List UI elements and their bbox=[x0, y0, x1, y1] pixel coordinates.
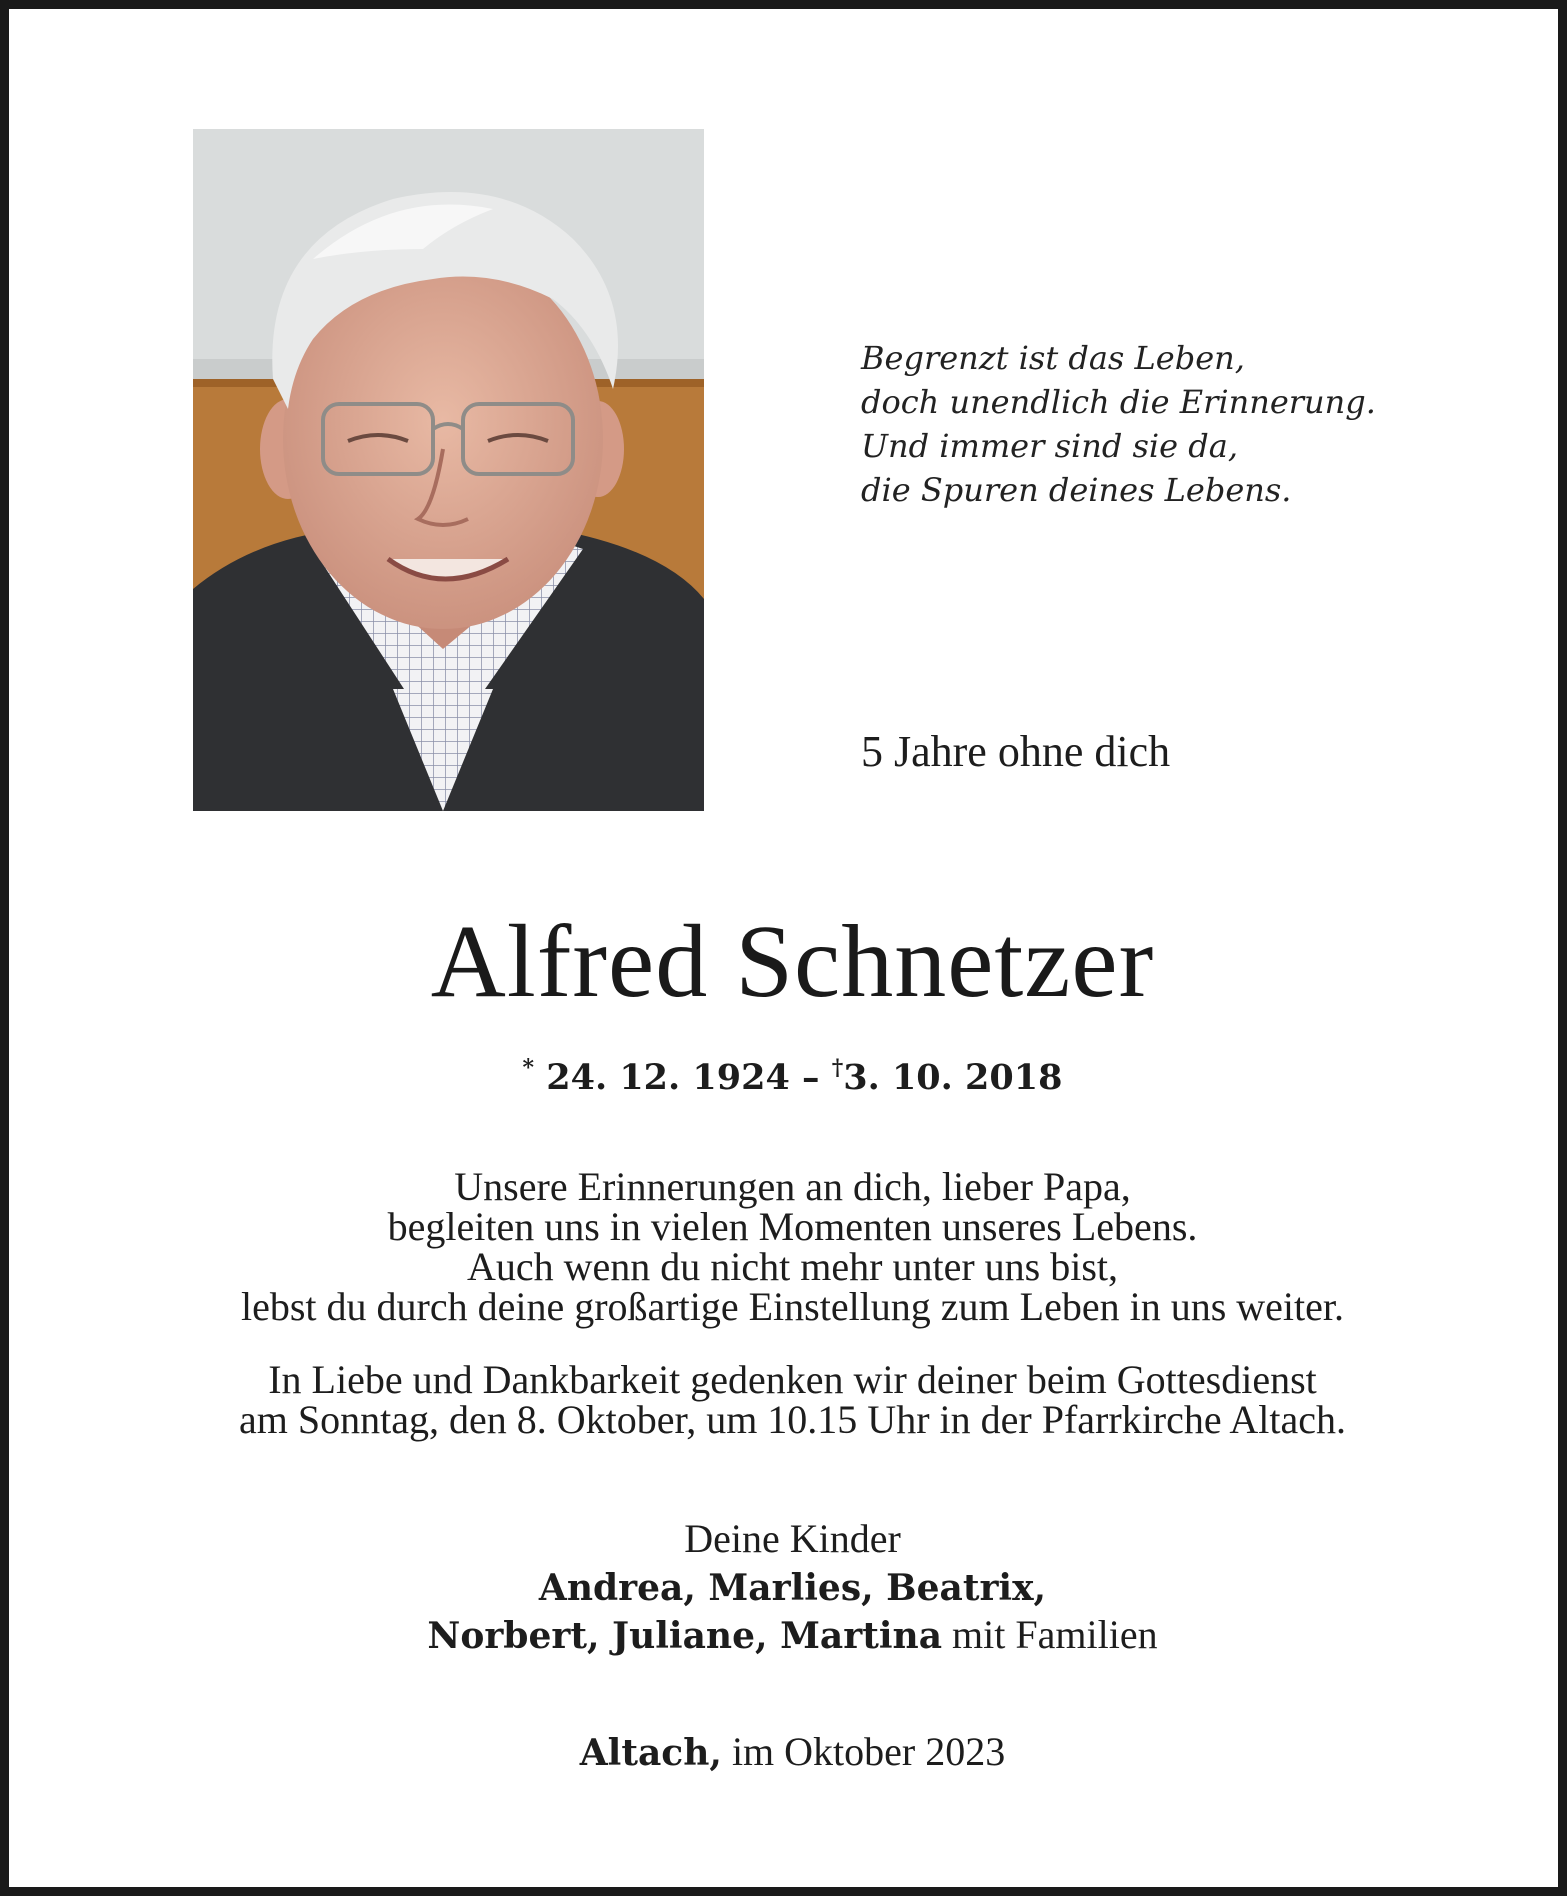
signature-names-1 bbox=[9, 1563, 1567, 1612]
portrait-photo bbox=[193, 129, 704, 811]
message-line: lebst du durch deine großartige Einstellung zum Leben in uns weiter. bbox=[240, 1284, 1345, 1329]
memorial-message bbox=[9, 1164, 1567, 1329]
signature-suffix: mit Familien bbox=[952, 1612, 1158, 1657]
portrait-image bbox=[193, 129, 704, 811]
verse-line: Begrenzt ist das Leben, bbox=[861, 339, 1245, 377]
message-line: Auch wenn du nicht mehr unter uns bist, bbox=[467, 1244, 1118, 1289]
birth-symbol: * bbox=[522, 1055, 535, 1081]
death-symbol: † bbox=[831, 1055, 844, 1081]
death-date: 3. 10. 2018 bbox=[843, 1057, 1063, 1098]
signature-names-2 bbox=[9, 1611, 1567, 1660]
signature-intro: Deine Kinder bbox=[684, 1516, 901, 1561]
verse-line: Und immer sind sie da, bbox=[861, 427, 1238, 465]
town: Altach, bbox=[579, 1732, 722, 1774]
message-line: begleiten uns in vielen Momenten unseres Lebens. bbox=[387, 1204, 1198, 1249]
publication-date: im Oktober 2023 bbox=[731, 1729, 1006, 1774]
life-dates bbox=[9, 1044, 1567, 1102]
anniversary-text: 5 Jahre ohne dich bbox=[861, 727, 1171, 776]
date-separator: – bbox=[802, 1057, 820, 1098]
children-names: Andrea, Marlies, Beatrix, bbox=[538, 1567, 1047, 1609]
place-and-date bbox=[9, 1728, 1567, 1777]
verse-line: doch unendlich die Erinnerung. bbox=[861, 383, 1376, 421]
message-line: Unsere Erinnerungen an dich, lieber Papa, bbox=[454, 1164, 1131, 1209]
memorial-verse bbox=[861, 336, 1461, 512]
service-announcement bbox=[9, 1357, 1567, 1442]
verse-line: die Spuren deines Lebens. bbox=[861, 471, 1292, 509]
service-line: In Liebe und Dankbarkeit gedenken wir deiner beim Gottesdienst bbox=[268, 1357, 1317, 1402]
service-line: am Sonntag, den 8. Oktober, um 10.15 Uhr in der Pfarrkirche Altach. bbox=[238, 1397, 1347, 1442]
deceased-name: Alfred Schnetzer bbox=[430, 904, 1155, 1019]
children-names: Norbert, Juliane, Martina bbox=[427, 1615, 943, 1657]
birth-date: 24. 12. 1924 bbox=[546, 1057, 790, 1098]
